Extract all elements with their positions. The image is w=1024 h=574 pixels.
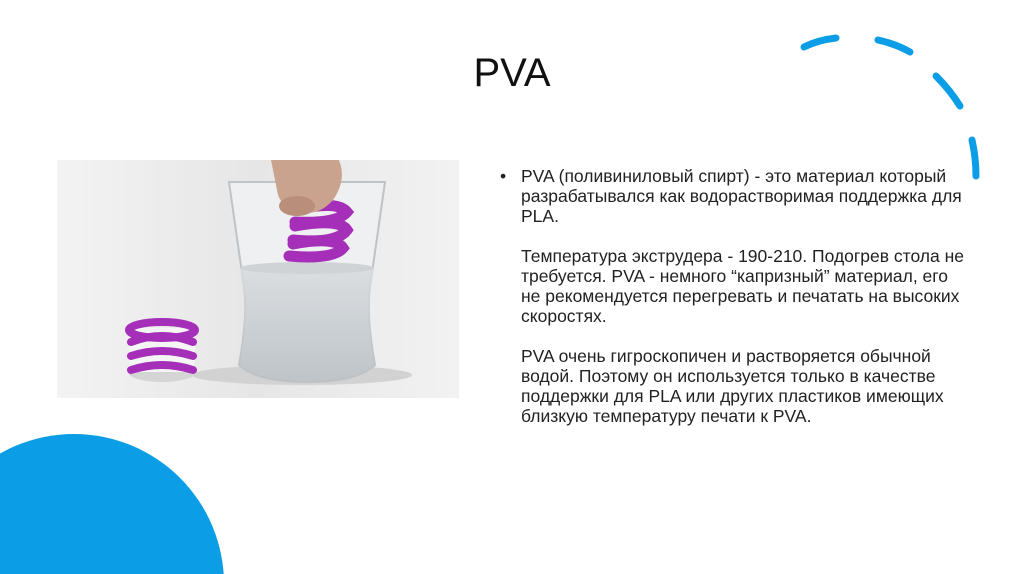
glass-of-water-with-dissolving-pva-support-icon [57, 160, 459, 398]
bullet-icon: • [500, 166, 507, 186]
pva-glass-photo [57, 160, 459, 398]
paragraph-hygroscopic: PVA очень гигроскопичен и растворяется обычной водой. Поэтому он используется только в качестве поддержки для PLA или других пластиков имеющих близкую температуру печати к PVA. [521, 346, 944, 426]
paragraph-intro: PVA (поливиниловый спирт) - это материал который разрабатывался как водорастворимая поддержка для PLA. [521, 166, 962, 226]
content-text-block [500, 166, 970, 426]
slide-title: PVA [473, 51, 551, 95]
paragraph-temperature: Температура экструдера - 190-210. Подогрев стола не требуется. PVA - немного “капризный” материал, его не рекомендуется перегревать и печатать на высоких скоростях. [521, 246, 965, 326]
corner-circle-decoration [0, 434, 224, 574]
